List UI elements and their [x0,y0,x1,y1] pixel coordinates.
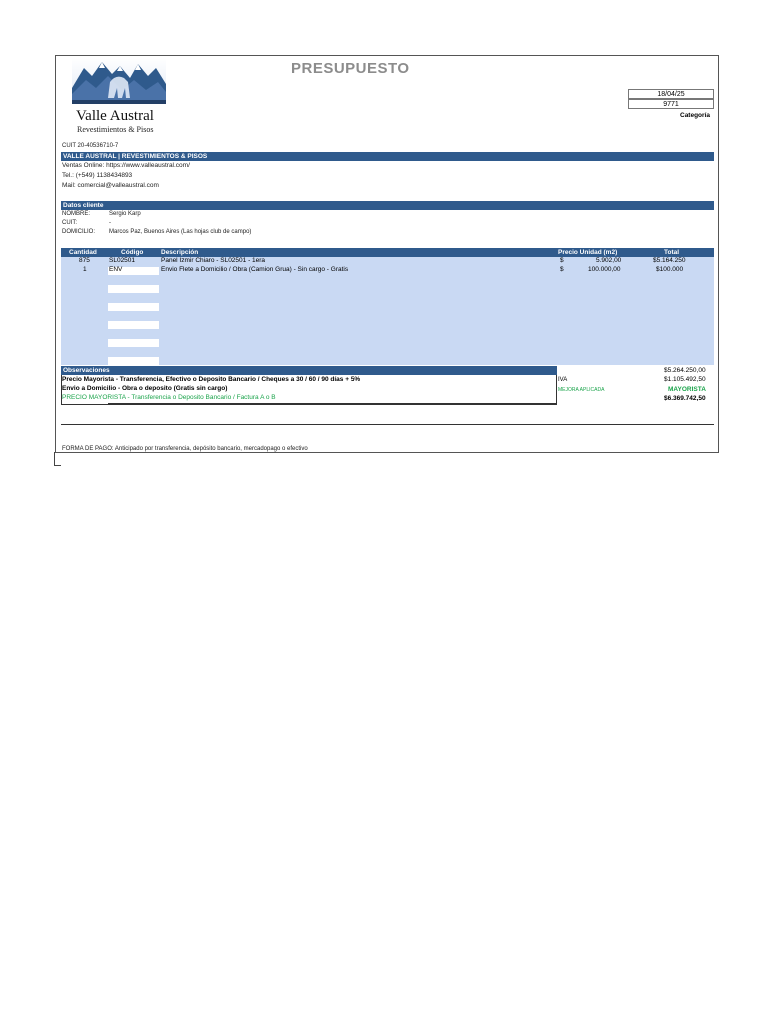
client-cuit: - [109,220,111,226]
category-label: Categoría [680,112,710,119]
quote-number: 9771 [628,99,714,109]
observations-header: Observaciones [61,366,557,375]
row-moneda: $ [560,266,564,273]
client-address-label: DOMICILIO: [62,229,96,235]
code-cell [108,285,159,293]
observation-line-green: PRECIO MAYORISTA - Transferencia o Deposito Bancario / Factura A o B [62,394,276,401]
brand-subtitle: Revestimientos & Pisos [77,125,154,134]
code-cell [108,303,159,311]
row-total: $100.000 [656,266,684,273]
mejora-label: MEJORA APLICADA [558,387,605,393]
code-cell [108,339,159,347]
company-cuit: CUIT 20-40536710-7 [62,143,119,149]
col-codigo: Código [121,249,144,256]
page-title: PRESUPUESTO [291,60,410,77]
client-cuit-label: CUIT: [62,220,77,226]
row-precio: 100.000,00 [588,266,621,273]
client-address: Marcos Paz, Buenos Aires (Las hojas club de campo) [109,229,252,235]
row-descripcion: Panel Izmir Chiaro - SL02501 - 1era [161,257,266,264]
page-corner-mark [54,452,61,466]
client-name: Sergio Karp [109,211,141,217]
divider [61,424,714,425]
row-total: $5.164.250 [653,257,686,264]
col-descripcion: Descripción [161,249,199,256]
observation-underline [108,403,557,404]
row-cantidad: 875 [79,257,90,264]
table-row [61,266,714,274]
items-table-header [61,248,714,257]
client-bar: Datos cliente [61,201,714,210]
iva-value: $1.105.492,50 [664,376,706,383]
col-cantidad: Cantidad [69,249,97,256]
payment-terms: FORMA DE PAGO: Anticipado por transferencia, depósito bancario, mercadopago o efectivo [62,446,308,452]
subtotal-value: $5.264.250,00 [664,367,706,374]
code-cell [108,321,159,329]
col-total: Total [664,249,680,256]
total-value: $6.369.742,50 [664,395,706,402]
client-name-label: NOMBRE: [62,211,91,217]
code-cell [108,357,159,365]
row-precio: 5.902,00 [596,257,622,264]
observation-line: Precio Mayorista - Transferencia, Efectivo o Deposito Bancario / Cheques a 30 / 60 / 90 días + 5% [62,376,361,383]
brand-name: Valle Austral [76,108,154,124]
iva-label: IVA [558,377,568,383]
table-row [61,257,714,265]
row-codigo: SL02501 [109,257,136,264]
row-cantidad: 1 [83,266,87,273]
company-ventas: Ventas Online: https://www.valleaustral.com/ [62,162,190,169]
company-bar: VALLE AUSTRAL | REVESTIMIENTOS & PISOS [61,152,714,161]
quote-date: 18/04/25 [628,89,714,99]
company-mail: Mail: comercial@valleaustral.com [62,182,159,189]
mejora-value: MAYORISTA [668,386,706,393]
row-descripcion: Envio Flete a Domicilio / Obra (Camion Grua) - Sin cargo - Gratis [161,266,349,273]
observation-line: Envio a Domicilio - Obra o deposito (Gratis sin cargo) [62,385,228,392]
col-precio: Precio Unidad (m2) [558,249,618,256]
row-moneda: $ [560,257,564,264]
row-codigo: ENV [109,266,123,273]
company-tel: Tel.: (+549) 1138434893 [62,172,133,179]
mountain-logo-icon [72,58,166,104]
